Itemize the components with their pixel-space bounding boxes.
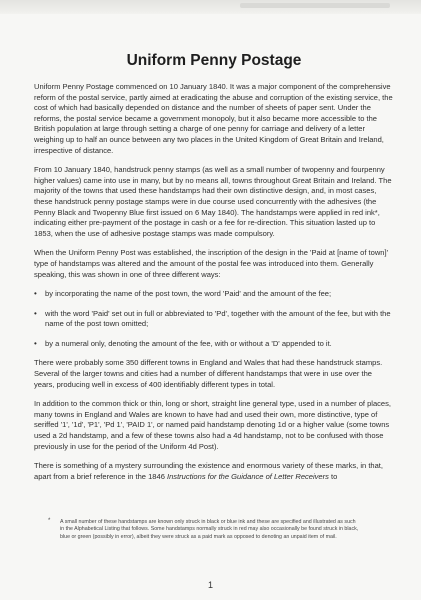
paragraph-5: In addition to the common thick or thin, long or short, straight line general type, used in a number of places, many towns in England and Wales are known to have had and used their own, more distinctive, type of seriffed '1', '1d', 'P1', 'Pd 1', 'PAID 1', or named paid handstamp denoting 1d or a higher value (some towns used a 2d handstamp, and a few of these towns also had a 4d handstamp, not to be confused with those previously in use for the period of the Uniform 4d Post). <box>34 399 391 451</box>
page-content <box>34 52 394 491</box>
bullet-marker: • <box>34 308 37 318</box>
publication-title: Instructions for the Guidance of Letter Receivers <box>167 471 329 481</box>
bullet-text: with the word 'Paid' set out in full or abbreviated to 'Pd', together with the amount of the fee, but with the name of the post town omitted; <box>45 308 391 329</box>
bullet-marker: • <box>34 289 37 299</box>
bullet-text: by incorporating the name of the post town, the word 'Paid' and the amount of the fee; <box>45 289 332 299</box>
bullet-list <box>34 289 394 349</box>
page-title: Uniform Penny Postage <box>126 52 302 69</box>
paragraph-4: There were probably some 350 different towns in England and Wales that had these handstruck stamps. Several of the larger towns and cities had a number of different handstamps that were in use over the years, producing well in excess of 400 identifiably different types in total. <box>34 358 383 389</box>
paragraph-2: From 10 January 1840, handstruck penny stamps (as well as a small number of twopenny and fourpenny higher values) came into use in many, but by no means all, towns throughout Great Britain and Ireland. The majority of the towns that used these handstamps had their own distinctive design, and, in most cases, these handstruck penny postage stamps were in due course used concurrently with the adhesives (the Penny Black and Twopenny Blue first issued on 6 May 1840). The handstamps were applied in red ink*, indicating either pre-payment of the postage in cash or a fee for re-direction. This situation lasted up to 1853, when the use of adhesive postage stamps was made compulsory. <box>34 165 392 238</box>
paragraph-6-end: to <box>328 471 338 481</box>
footnote-text: A small number of these handstamps are known only struck in black or blue ink and these are specified and illustrated as such in the Alphabetical Listing that follows. Some handstamps normally struck in red may also occasionally be found struck in black, blue or green (possibly in error), albeit they were struck as a paid mark as opposed to denoting an unpaid item of mail. <box>60 519 359 540</box>
previous-page-edge <box>0 0 421 14</box>
bullet-marker: • <box>34 338 37 348</box>
paragraph-6 <box>34 461 394 482</box>
bullet-item-2 <box>34 309 394 330</box>
paragraph-1: Uniform Penny Postage commenced on 10 January 1840. It was a major component of the comprehensive reform of the postal service, partly aimed at eradicating the abuse and corruption of the existing service, the cost of which had basically depended on distance and the number of sheets of paper sent. Under the reforms, the postal service became a government monopoly, but it also became more accessible to the British population at large through setting a charge of one penny for carriage and delivery of a letter weighing up to half an ounce between any two places in the United Kingdom of Great Britain and Ireland, irrespective of distance. <box>34 82 393 155</box>
bullet-item-3 <box>34 339 394 350</box>
paragraph-6-start: There is something of a mystery surrounding the existence and enormous variety of these marks, in that, apart from a brief reference in the 1846 <box>34 461 384 481</box>
footnote-mark: * <box>48 518 51 524</box>
bullet-item-1 <box>34 289 394 300</box>
faded-header-text <box>240 3 390 8</box>
footnote <box>48 518 360 541</box>
paragraph-3: When the Uniform Penny Post was established, the inscription of the design in the 'Paid at [name of town]' type of handstamps was altered and the amount of the postal fee was introduced into them. Generally speaking, this was shown in one of three different ways: <box>34 248 389 279</box>
bullet-text: by a numeral only, denoting the amount of the fee, with or without a 'D' appended to it. <box>45 338 332 348</box>
page-number: 1 <box>207 580 213 590</box>
